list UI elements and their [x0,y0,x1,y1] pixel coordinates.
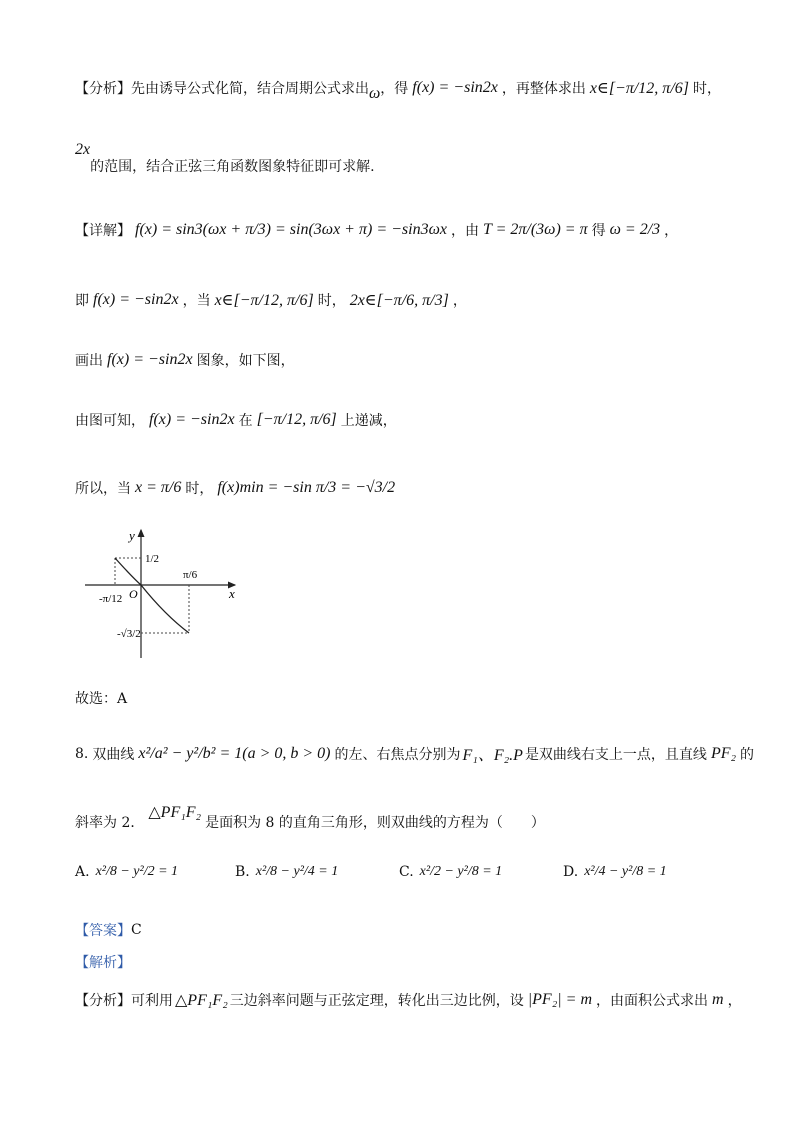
choose-answer [75,688,127,708]
analysis-last-line [75,990,742,1010]
detail-line-2 [75,290,467,310]
two-x: 2x [75,141,91,158]
detail-2-formula: f(x) = −sin2x [93,291,179,308]
option-d[interactable] [563,864,667,880]
detail-text-a: ，由 [450,223,479,239]
explanation-heading [75,952,131,972]
option-c-letter: C. [399,864,414,880]
option-d-letter: D. [563,864,579,880]
tick-right: π/6 [183,569,198,581]
option-a-letter: A. [75,864,90,880]
x-label: x [229,586,235,601]
detail-2-text-b: ，当 [182,293,211,309]
last-text-a: 可利用 [131,993,173,1009]
detail-2-interval2: 2x∈[−π/6, π/3] [349,292,449,309]
hyperbola-equation: x²/a² − y²/b² = 1(a > 0, b > 0) [138,744,331,762]
detail-5-result: f(x)min = −sin π/3 = −√3/2 [217,479,396,496]
detail-tag: 【详解】 [75,223,131,239]
detail-text-b: 得 [591,223,606,239]
sine-graph [85,520,255,660]
period-formula: T = 2π/(3ω) = π [482,221,588,238]
q8-text-d: 的 [740,746,755,763]
detail-line-3 [75,350,295,370]
analysis-text-d: 时， [693,81,721,97]
tick-top: 1/2 [145,553,160,565]
option-b[interactable] [235,864,338,880]
analysis-text-b: ，得 [380,81,409,97]
analysis-line-2-text: 的范围，结合正弦三角函数图象特征即可求解. [90,159,375,175]
explanation-tag: 【解析】 [75,955,131,971]
analysis-tag: 【分析】 [75,81,131,97]
answer-line [75,920,142,940]
detail-4-text-a: 由图可知， [75,413,145,429]
last-text-b: 三边斜率问题与正弦定理，转化出三边比例，设 [229,993,524,1009]
analysis-text-c: ，再整体求出 [501,81,586,97]
detail-3-formula: f(x) = −sin2x [107,351,193,368]
option-b-letter: B. [235,864,250,880]
choose-answer-text: 故选：A [75,691,128,707]
analysis-line-2 [75,141,375,175]
detail-line-4 [75,410,397,430]
foci: F₁、F₂.P [462,747,523,764]
detail-4-interval: [−π/12, π/6] [256,411,337,428]
analysis-line-1 [75,78,721,102]
option-a[interactable] [75,864,178,880]
tick-left: -π/12 [99,593,123,605]
answer-value: C [131,922,142,938]
detail-2-text-a: 即 [75,293,89,309]
interval-x: x∈[−π/12, π/6] [589,80,689,97]
option-c[interactable] [399,864,502,880]
y-label: y [129,528,135,543]
formula-f: f(x) = −sin2x [412,79,498,96]
question-8-line-1 [75,742,754,765]
detail-text-c: ， [664,223,679,239]
last-tag: 【分析】 [75,993,131,1009]
detail-3-text-b: 图象，如下图， [196,353,295,369]
detail-2-text-c: 时， [317,293,346,309]
detail-line-5 [75,478,399,498]
origin-label: O [129,587,138,601]
detail-4-text-c: 上递减， [340,413,397,429]
detail-3-text-a: 画出 [75,353,103,369]
last-triangle: △PF₁F₂ [175,992,228,1009]
q8-text-e: 斜率为 2． [75,815,145,831]
q8-text-f: 是面积为 8 的直角三角形，则双曲线的方程为（ ） [205,815,545,831]
q8-text-b: 的左、右焦点分别为 [334,746,461,763]
sine-curve [115,558,189,633]
line-pf2: PF₂ [710,744,737,762]
last-text-d: ， [727,993,742,1009]
detail-4-text-b: 在 [238,413,253,429]
option-b-eq: x²/8 − y²/4 = 1 [255,864,339,879]
q8-text-c: 是双曲线右支上一点，且直线 [524,746,707,763]
detail-line-1 [75,220,678,240]
detail-4-formula: f(x) = −sin2x [149,411,235,428]
detail-5-text-a: 所以，当 [75,481,131,497]
answer-tag: 【答案】 [75,923,131,939]
detail-2-interval: x∈[−π/12, π/6] [214,292,314,309]
abs-pf2: |PF₂| = m [527,991,593,1008]
detail-5-text-b: 时， [185,481,214,497]
question-number: 8. [75,745,89,762]
m-symbol: m [712,991,724,1008]
detail-5-eq: x = π/6 [135,479,182,496]
triangle-pf1f2: △PF₁F₂ [148,804,202,821]
detail-2-text-d: ， [452,293,467,309]
tick-bottom: -√3/2 [117,628,141,640]
analysis-text-a: 先由诱导公式化简，结合周期公式求出 [131,81,369,97]
last-text-c: ，由面积公式求出 [596,993,709,1009]
omega-value: ω = 2/3 [609,221,661,238]
q8-text-a: 双曲线 [92,746,135,763]
option-a-eq: x²/8 − y²/2 = 1 [95,864,179,879]
detail-formula: f(x) = sin3(ωx + π/3) = sin(3ωx + π) = −sin3ωx [135,221,447,238]
omega-symbol: ω [369,85,381,102]
option-c-eq: x²/2 − y²/8 = 1 [419,864,503,879]
question-8-line-2 [75,804,545,832]
option-d-eq: x²/4 − y²/8 = 1 [584,864,667,879]
